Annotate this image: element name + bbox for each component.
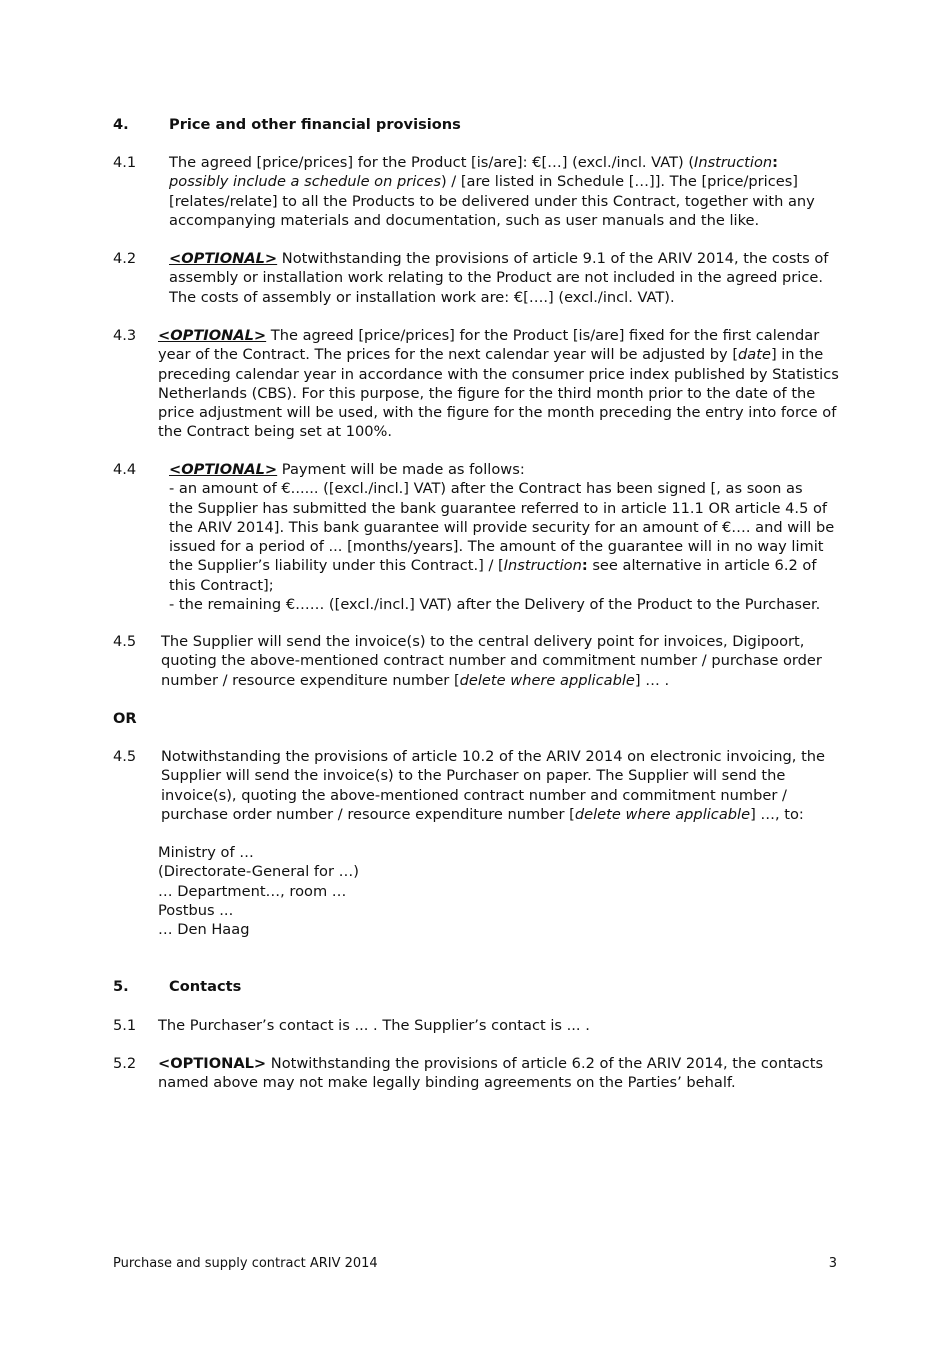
- text-run: the Supplier’s liability under this Contract.] / [: [169, 557, 504, 575]
- clause-line: The Supplier will send the invoice(s) to the central delivery point for invoices, Digipoort,: [161, 633, 805, 650]
- text-run: ] …, to:: [750, 805, 804, 823]
- optional-tag: <OPTIONAL>: [158, 1055, 267, 1072]
- section-5-heading: [113, 977, 241, 996]
- instruction-italic: Instruction: [694, 154, 773, 171]
- clause-line: The Purchaser’s contact is ... . The Supplier’s contact is ... .: [158, 1017, 590, 1034]
- clause-line: - the remaining €…… ([excl./incl.] VAT) after the Delivery of the Product to the Purchaser.: [169, 596, 821, 614]
- address-line: Ministry of …: [158, 844, 254, 861]
- text-run: Notwithstanding the provisions of article 6.2 of the ARIV 2014, the contacts: [266, 1055, 824, 1072]
- clause-line: [158, 345, 838, 364]
- clause-line: [158, 1054, 838, 1073]
- clause-line: Notwithstanding the provisions of article 10.2 of the ARIV 2014 on electronic invoicing, the: [161, 748, 826, 765]
- address-line: Postbus ...: [158, 901, 234, 919]
- section-title: Price and other financial provisions: [169, 116, 461, 133]
- delete-italic: delete where applicable: [459, 671, 635, 689]
- clause-line: [169, 153, 838, 172]
- clause-line: [169, 556, 838, 575]
- clause-line: Netherlands (CBS). For this purpose, the figure for the third month prior to the date of the: [158, 384, 816, 402]
- clause-4-2: [113, 249, 838, 307]
- clause-number: 4.5: [113, 748, 137, 765]
- page-number: 3: [828, 1256, 837, 1271]
- clause-4-5: [113, 632, 838, 690]
- text-run: year of the Contract. The prices for the next calendar year will be adjusted by [: [158, 346, 739, 364]
- page-footer: [113, 1256, 837, 1272]
- clause-line: [161, 805, 838, 824]
- clause-line: issued for a period of ... [months/years]. The amount of the guarantee will in no way limit: [169, 538, 824, 556]
- text-run: ] … .: [634, 671, 670, 689]
- clause-line: the Supplier has submitted the bank guarantee referred to in article 11.1 OR article 4.5 of: [169, 499, 828, 517]
- text-run: The agreed [price/prices] for the Product [is/are]: €[…] (excl./incl. VAT) (: [169, 154, 695, 171]
- date-italic: date: [738, 346, 771, 364]
- clause-line: assembly or installation work relating to the Product are not included in the agreed price.: [169, 269, 823, 287]
- footer-title: Purchase and supply contract ARIV 2014: [113, 1256, 378, 1271]
- address-line: (Directorate-General for …): [158, 863, 359, 881]
- address-block: [158, 843, 359, 939]
- clause-number: 4.1: [113, 154, 137, 171]
- text-run: Payment will be made as follows:: [277, 461, 525, 478]
- clause-number: 5.1: [113, 1017, 137, 1034]
- clause-line: - an amount of €...... ([excl./incl.] VAT) after the Contract has been signed [, as soon as: [169, 480, 803, 498]
- optional-tag: <OPTIONAL>: [169, 250, 278, 267]
- clause-4-4: [113, 460, 838, 614]
- clause-line: this Contract];: [169, 576, 274, 594]
- text-run: number / resource expenditure number [: [161, 671, 460, 689]
- clause-line: [relates/relate] to all the Products to be delivered under this Contract, together with any: [169, 192, 815, 210]
- clause-line: The costs of assembly or installation work are: €[….] (excl./incl. VAT).: [169, 288, 675, 306]
- text-run: Notwithstanding the provisions of article 9.1 of the ARIV 2014, the costs of: [277, 250, 829, 267]
- text-run: purchase order number / resource expenditure number [: [161, 805, 575, 823]
- clause-line: [161, 671, 838, 690]
- clause-line: price adjustment will be used, with the figure for the month preceding the entry into force of: [158, 404, 837, 422]
- delete-italic: delete where applicable: [574, 805, 751, 823]
- clause-5-2: [113, 1054, 838, 1093]
- text-run: see alternative in article 6.2 of: [587, 557, 817, 575]
- clause-4-1: [113, 153, 838, 230]
- clause-line: named above may not make legally binding agreements on the Parties’ behalf.: [158, 1074, 736, 1092]
- clause-number: 5.2: [113, 1055, 137, 1072]
- clause-line: [158, 326, 838, 345]
- clause-number: 4.4: [113, 461, 137, 478]
- clause-line: [169, 460, 838, 479]
- colon-bold: :: [772, 154, 778, 171]
- clause-line: accompanying materials and documentation, such as user manuals and the like.: [169, 211, 760, 229]
- optional-tag: <OPTIONAL>: [169, 461, 278, 478]
- address-line: … Department…, room …: [158, 882, 347, 900]
- clause-number: 4.3: [113, 327, 137, 344]
- section-4-heading: [113, 115, 461, 134]
- text-run: ) / [are listed in Schedule […]]. The [price/prices]: [440, 173, 798, 191]
- text-run: The agreed [price/prices] for the Product [is/are] fixed for the first calendar: [266, 327, 820, 344]
- instruction-italic: possibly include a schedule on prices: [169, 173, 441, 191]
- clause-line: Supplier will send the invoice(s) to the Purchaser on paper. The Supplier will send the: [161, 767, 786, 785]
- text-run: ] in the: [770, 346, 824, 364]
- section-number: 5.: [113, 978, 129, 995]
- clause-line: [169, 172, 838, 191]
- clause-5-1: [113, 1016, 838, 1035]
- colon-bold: :: [581, 557, 588, 575]
- clause-number: 4.5: [113, 633, 137, 650]
- or-label: OR: [113, 710, 137, 727]
- clause-line: quoting the above-mentioned contract number and commitment number / purchase order: [161, 652, 822, 670]
- section-title: Contacts: [169, 978, 242, 995]
- section-number: 4.: [113, 116, 129, 133]
- clause-number: 4.2: [113, 250, 137, 267]
- optional-tag: <OPTIONAL>: [158, 327, 267, 344]
- clause-4-5-alternative: [113, 747, 838, 824]
- clause-line: preceding calendar year in accordance with the consumer price index published by Statistics: [158, 365, 839, 383]
- instruction-italic: Instruction: [503, 557, 582, 575]
- address-line: … Den Haag: [158, 921, 250, 939]
- clause-line: the Contract being set at 100%.: [158, 423, 393, 441]
- clause-4-3: [113, 326, 838, 442]
- clause-line: invoice(s), quoting the above-mentioned contract number and commitment number /: [161, 786, 787, 804]
- clause-line: the ARIV 2014]. This bank guarantee will provide security for an amount of €…. and will be: [169, 518, 835, 536]
- clause-line: [169, 249, 838, 268]
